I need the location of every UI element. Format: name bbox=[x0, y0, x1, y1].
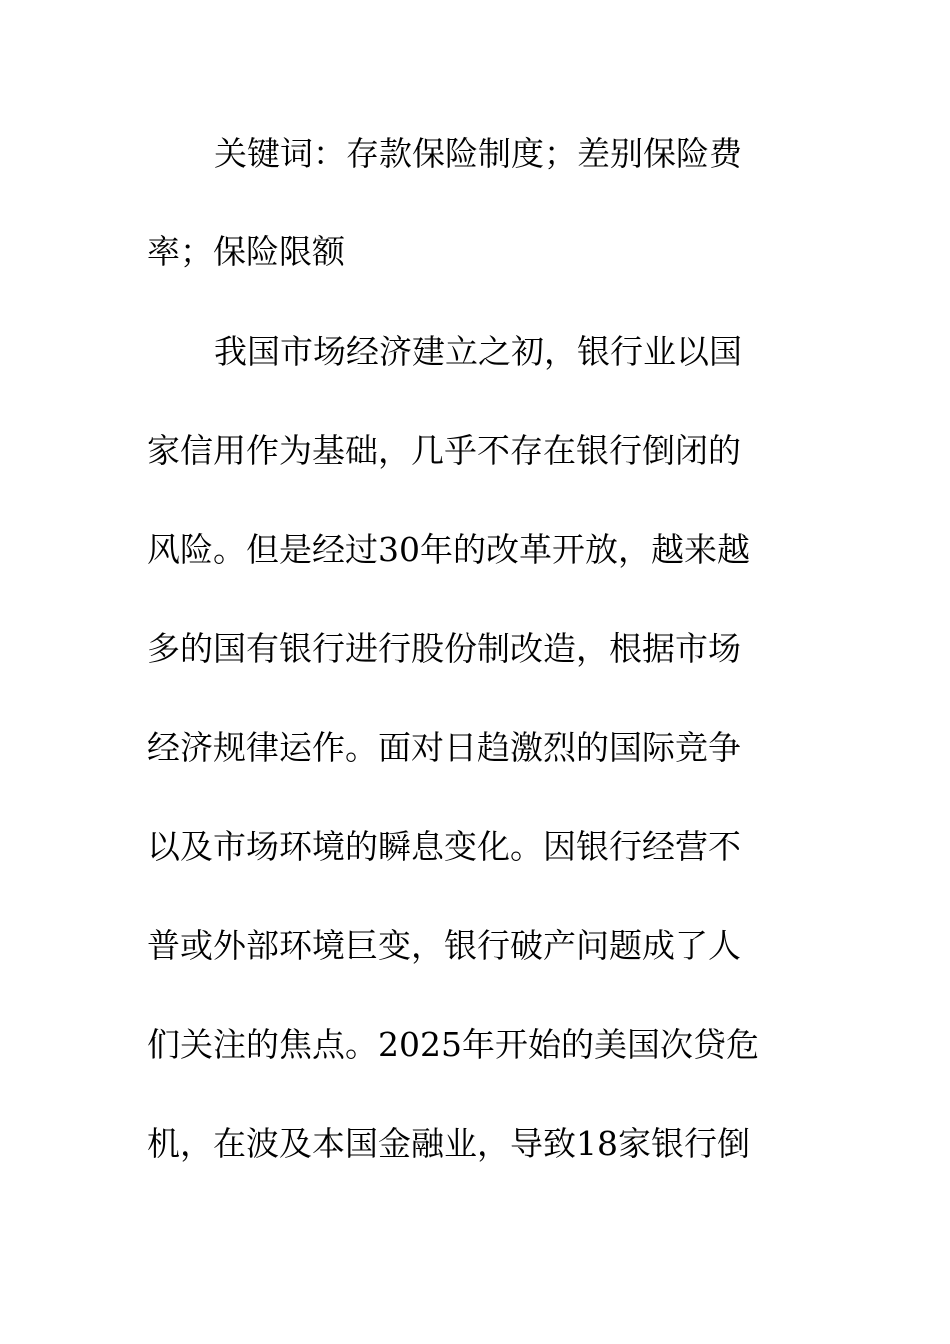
keywords-line-2: 率；保险限额 bbox=[147, 232, 345, 271]
paragraph-line-2: 家信用作为基础，几乎不存在银行倒闭的 bbox=[147, 431, 741, 470]
paragraph-line-6: 以及市场环境的瞬息变化。因银行经营不 bbox=[147, 827, 741, 866]
paragraph-line-5: 经济规律运作。面对日趋激烈的国际竞争 bbox=[147, 728, 741, 767]
paragraph-line-1: 我国市场经济建立之初，银行业以国 bbox=[214, 332, 742, 371]
keywords-line-1: 关键词：存款保险制度；差别保险费 bbox=[214, 134, 742, 173]
paragraph-line-7: 普或外部环境巨变，银行破产问题成了人 bbox=[147, 926, 741, 965]
paragraph-line-8: 们关注的焦点。2025年开始的美国次贷危 bbox=[147, 1025, 759, 1064]
paragraph-line-4: 多的国有银行进行股份制改造，根据市场 bbox=[147, 629, 741, 668]
paragraph-line-9: 机，在波及本国金融业，导致18家银行倒 bbox=[147, 1124, 750, 1163]
paragraph-line-3: 风险。但是经过30年的改革开放，越来越 bbox=[147, 530, 750, 569]
